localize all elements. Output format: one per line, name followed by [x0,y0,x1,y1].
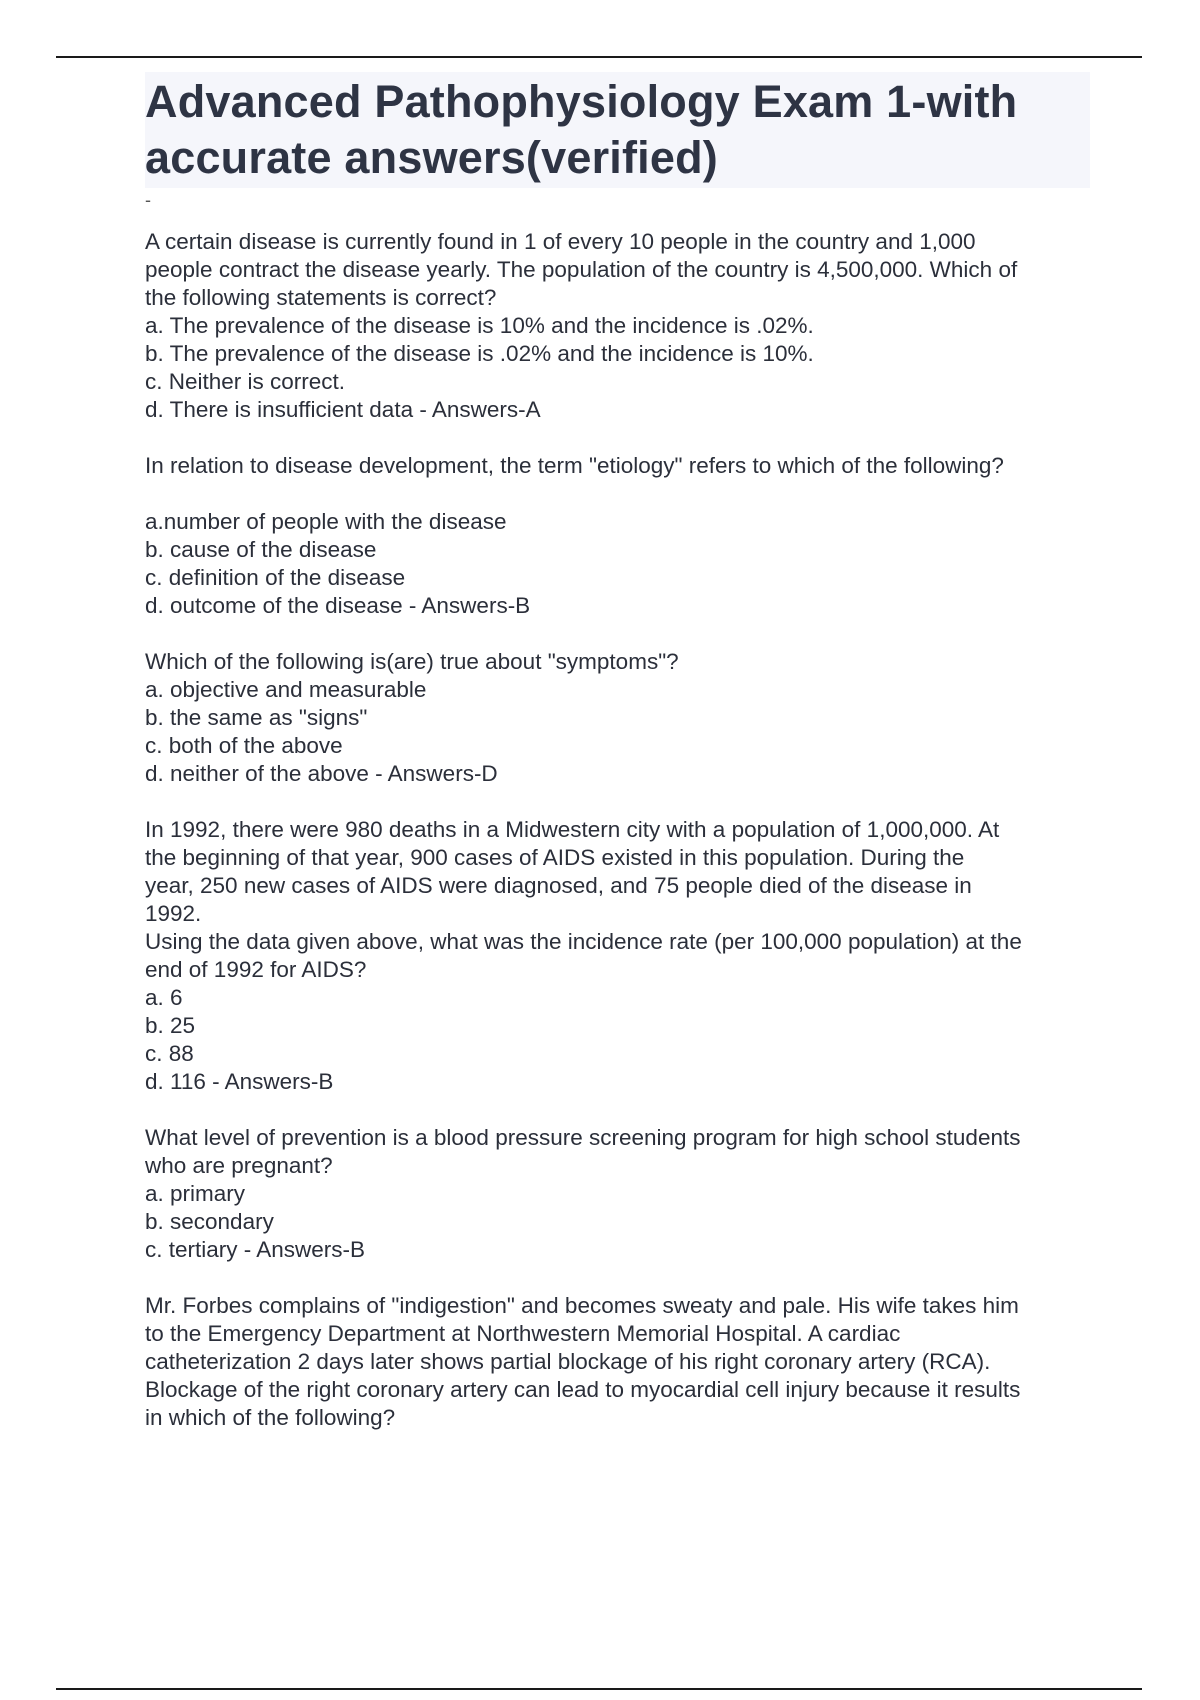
question-stem [145,648,1090,676]
stem-line: In 1992, there were 980 deaths in a Midwestern city with a population of 1,000,000. At [145,817,1000,842]
question-4 [145,816,1090,1096]
answer-options [145,312,1090,424]
question-3 [145,648,1090,788]
stem-line: catheterization 2 days later shows partial blockage of his right coronary artery (RCA). [145,1349,991,1374]
option-d: d. neither of the above - Answers-D [145,761,498,786]
question-stem [145,1124,1090,1180]
stem-line: 1992. [145,901,202,926]
stem-line: to the Emergency Department at Northwestern Memorial Hospital. A cardiac [145,1321,901,1346]
question-stem [145,228,1090,312]
dash-separator: - [145,190,151,210]
option-b: b. cause of the disease [145,537,377,562]
stem-line: What level of prevention is a blood pressure screening program for high school students [145,1125,1021,1150]
title-block [145,72,1090,188]
stem-line: who are pregnant? [145,1153,333,1178]
blank-line [145,480,1090,508]
top-rule [56,56,1142,58]
option-d: d. 116 - Answers-B [145,1069,334,1094]
question-stem [145,816,1090,984]
question-5 [145,1124,1090,1264]
question-1 [145,228,1090,424]
answer-options [145,984,1090,1096]
stem-line: Which of the following is(are) true about "symptoms"? [145,649,679,674]
stem-line: Mr. Forbes complains of "indigestion" and becomes sweaty and pale. His wife takes him [145,1293,1019,1318]
option-a: a.number of people with the disease [145,509,507,534]
stem-line: year, 250 new cases of AIDS were diagnosed, and 75 people died of the disease in [145,873,972,898]
answer-options [145,676,1090,788]
question-2 [145,452,1090,620]
stem-line: end of 1992 for AIDS? [145,957,367,982]
option-c: c. tertiary - Answers-B [145,1237,366,1262]
bottom-rule [56,1688,1142,1690]
stem-line: the following statements is correct? [145,285,497,310]
stem-line: In relation to disease development, the term "etiology" refers to which of the following? [145,453,1004,478]
option-a: a. 6 [145,985,183,1010]
option-b: b. 25 [145,1013,196,1038]
option-a: a. objective and measurable [145,677,427,702]
option-a: a. primary [145,1181,246,1206]
option-d: d. There is insufficient data - Answers-A [145,397,541,422]
document-body [145,72,1090,1460]
page-title-line-2: accurate answers(verified) [145,132,718,183]
option-c: c. 88 [145,1041,194,1066]
page-title-line-1: Advanced Pathophysiology Exam 1-with [145,76,1018,127]
page-title [145,74,1084,186]
stem-line: people contract the disease yearly. The population of the country is 4,500,000. Which of [145,257,1018,282]
option-a: a. The prevalence of the disease is 10% and the incidence is .02%. [145,313,814,338]
stem-line: Using the data given above, what was the incidence rate (per 100,000 population) at the [145,929,1022,954]
option-c: c. Neither is correct. [145,369,346,394]
answer-options [145,1180,1090,1264]
option-b: b. the same as "signs" [145,705,368,730]
question-stem [145,1292,1090,1432]
stem-line: in which of the following? [145,1405,396,1430]
question-stem [145,452,1090,480]
option-b: b. secondary [145,1209,274,1234]
stem-line: A certain disease is currently found in 1 of every 10 people in the country and 1,000 [145,229,976,254]
question-6 [145,1292,1090,1432]
option-d: d. outcome of the disease - Answers-B [145,593,531,618]
option-b: b. The prevalence of the disease is .02% and the incidence is 10%. [145,341,814,366]
stem-line: the beginning of that year, 900 cases of AIDS existed in this population. During the [145,845,965,870]
option-c: c. both of the above [145,733,343,758]
stem-line: Blockage of the right coronary artery can lead to myocardial cell injury because it results [145,1377,1021,1402]
option-c: c. definition of the disease [145,565,406,590]
answer-options [145,508,1090,620]
